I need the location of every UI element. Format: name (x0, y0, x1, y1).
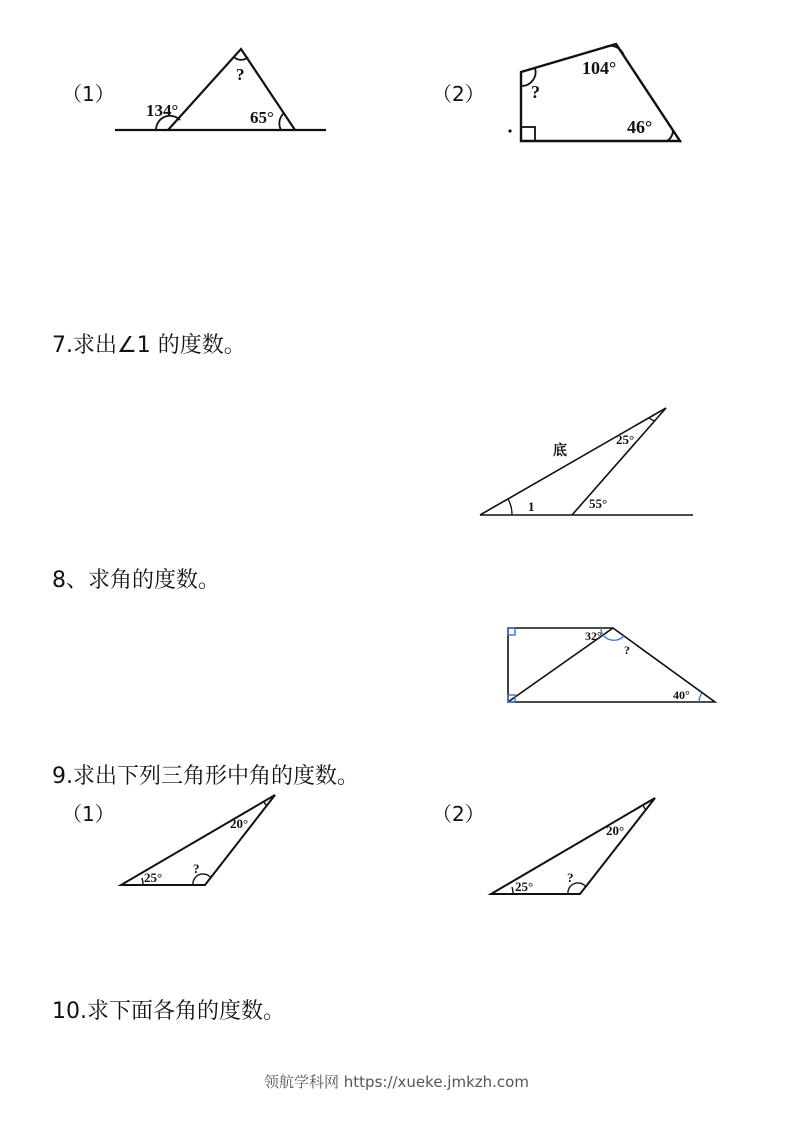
fig9-2-label: （2） (432, 802, 485, 826)
footer-watermark: 领航学科网 https://xueke.jmkzh.com (264, 1073, 529, 1091)
angle-arc-104 (603, 46, 624, 56)
triangle-sides (168, 49, 295, 130)
angle-25-arc (142, 878, 143, 885)
angle-46-text: 46° (627, 117, 653, 137)
angle-104-text: 104° (582, 58, 617, 78)
fig6-2-label: （2） (432, 82, 485, 106)
angle-arc-65 (279, 113, 284, 130)
angle-40-text: 40° (673, 688, 690, 702)
obtuse-triangle-figure-2 (485, 793, 665, 898)
angle-32-text: 32° (585, 629, 602, 643)
angle-65-text: 65° (250, 108, 274, 127)
fig6-1-label: （1） (62, 82, 115, 106)
trapezoid-figure (503, 620, 723, 710)
question-8-title: 8、求角的度数。 (52, 568, 220, 593)
question-9-title: 9.求出下列三角形中角的度数。 (52, 764, 359, 789)
fig9-1-label: （1） (62, 802, 115, 826)
question-10-title: 10.求下面各角的度数。 (52, 999, 285, 1024)
angle-1-arc (508, 499, 512, 515)
right-angle-mark-top (508, 628, 515, 635)
right-angle-mark (521, 127, 535, 141)
triangle-exterior-angle-figure (110, 40, 330, 140)
angle-q-text: ? (624, 643, 630, 657)
question-7-title: 7.求出∠1 的度数。 (52, 333, 246, 358)
angle-q-text: ? (567, 870, 574, 885)
side-label: 底 (553, 444, 567, 459)
angle-1-text: 1 (528, 499, 535, 514)
corner-dot (508, 129, 511, 132)
angle1-figure (475, 402, 700, 522)
angle-25-text: 25° (144, 870, 163, 885)
angle-134-text: 134° (146, 101, 179, 120)
angle-20-arc (643, 805, 646, 810)
angle-20-arc (264, 802, 267, 806)
angle-20-text: 20° (606, 823, 625, 838)
angle-55-text: 55° (589, 496, 608, 511)
angle-20-text: 20° (230, 816, 249, 831)
angle-40-arc (699, 693, 702, 702)
angle-25-text: 25° (515, 879, 534, 894)
angle-25-arc (512, 887, 513, 894)
short-side (572, 408, 666, 515)
angle-left-question: ? (531, 82, 540, 102)
angle-top-question: ? (236, 65, 245, 84)
angle-q-text: ? (193, 861, 200, 876)
obtuse-triangle-figure-1 (115, 790, 285, 890)
angle-25-text: 25° (616, 432, 635, 447)
quadrilateral-figure (505, 35, 690, 150)
angle-q-arc (603, 635, 624, 640)
long-side (480, 408, 666, 515)
angle-arc-46 (667, 131, 673, 141)
angle-25-arc (649, 418, 655, 421)
